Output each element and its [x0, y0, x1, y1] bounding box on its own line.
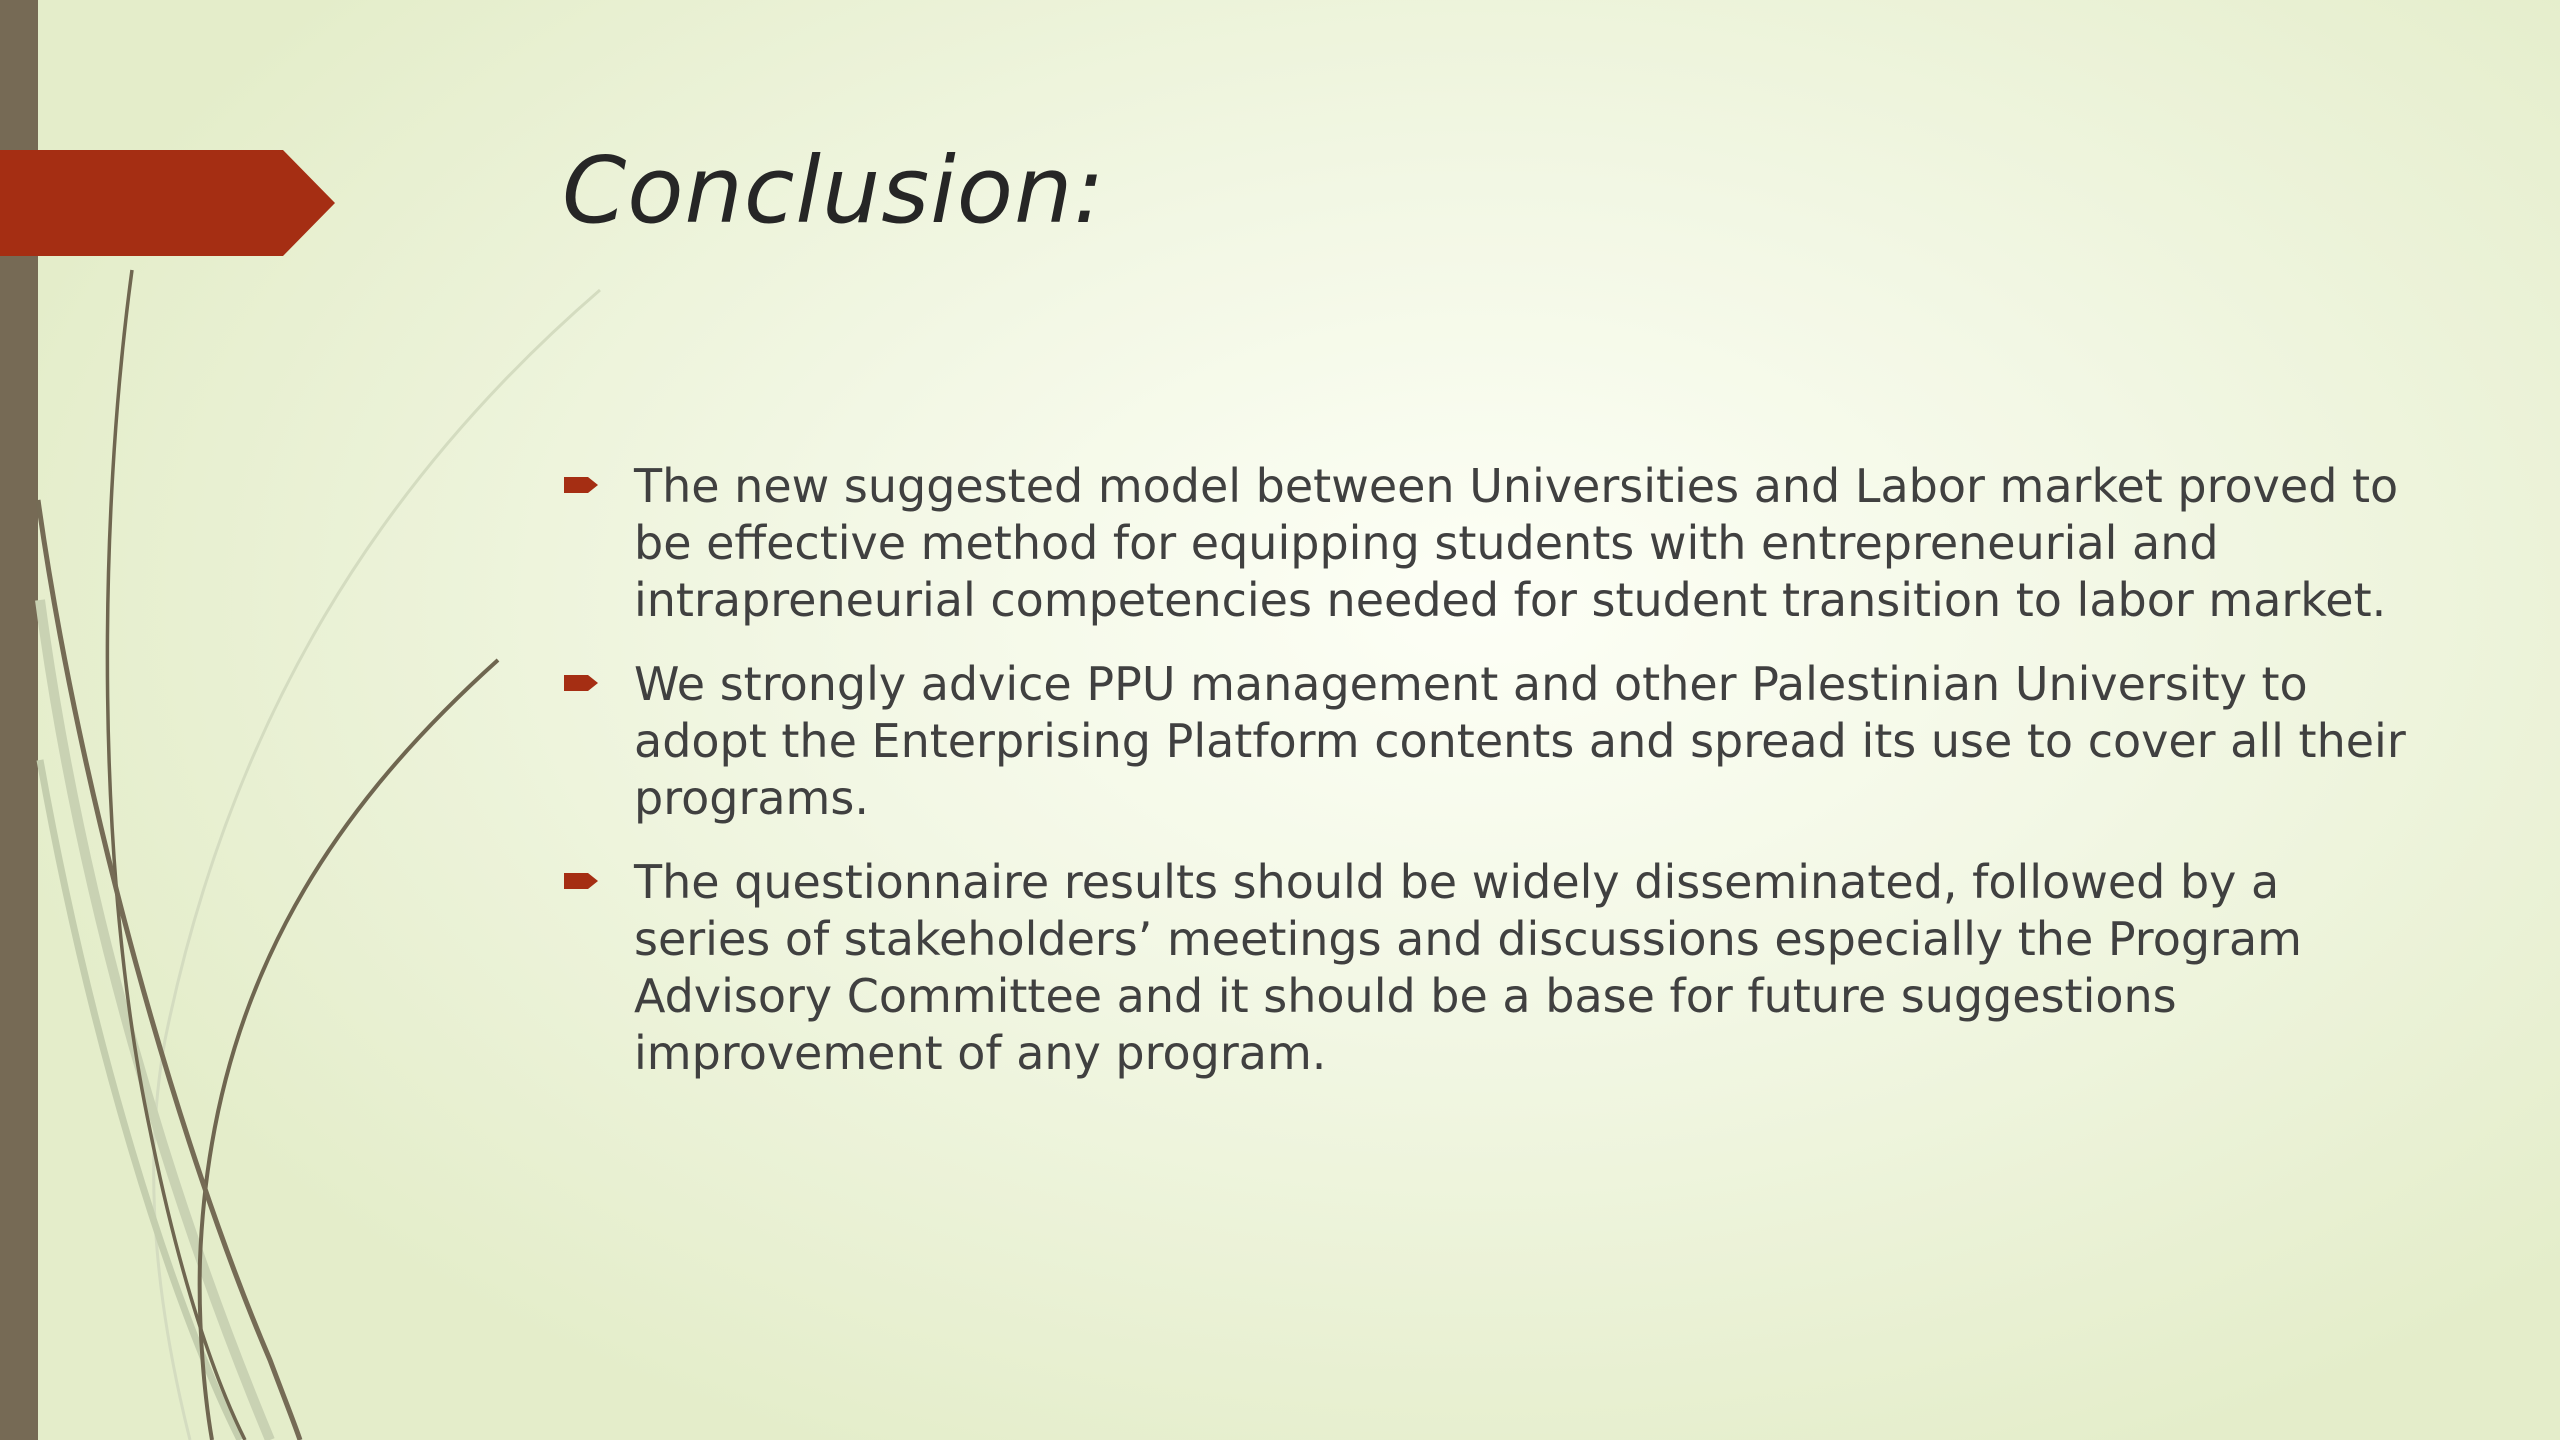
arrow-bullet-icon: [564, 669, 600, 697]
arrow-bullet-icon: [564, 867, 600, 895]
title-arrow-shape: [0, 0, 340, 260]
bullet-list: [564, 458, 2414, 1109]
bullet-text: The questionnaire results should be widely disseminated, followed by a series of stakeholders’ meetings and discussions especially the Program Advisory Committee and it should be a base for future suggestions improvement of any program.: [634, 855, 2302, 1080]
bullet-item: [564, 854, 2414, 1082]
slide-title: Conclusion:: [562, 137, 1106, 244]
bullet-item: [564, 458, 2414, 629]
bullet-item: [564, 656, 2414, 827]
arrow-bullet-icon: [564, 471, 600, 499]
bullet-text: The new suggested model between Universities and Labor market proved to be effective method for equipping students with entrepreneurial and intrapreneurial competencies needed for student transition to labor market.: [634, 459, 2399, 627]
bullet-text: We strongly advice PPU management and other Palestinian University to adopt the Enterprising Platform contents and spread its use to cover all their programs.: [634, 657, 2406, 825]
